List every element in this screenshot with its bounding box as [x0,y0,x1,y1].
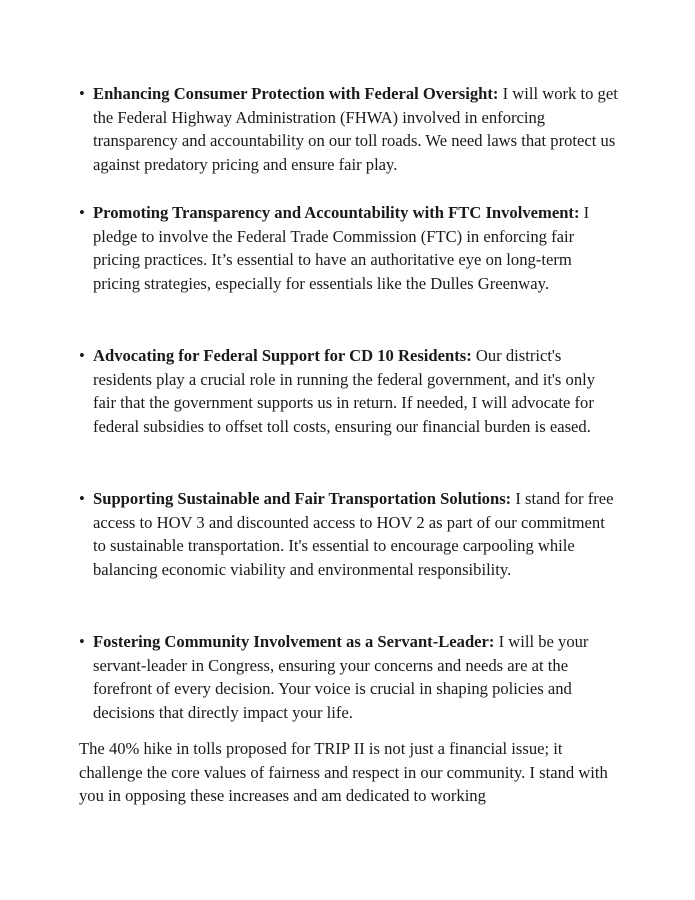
bullet-body: Our district's residents play a crucial role in running the federal government, and it's only fair that the government supports us in return. If needed, I will advocate for federal subsidies to offset toll costs, ensuring our financial burden is eased. [93,346,596,436]
bullet-heading: Fostering Community Involvement as a Servant-Leader: [93,632,495,651]
bullet-heading: Supporting Sustainable and Fair Transportation Solutions: [93,489,512,508]
bullet-sustainable-transportation [79,487,619,605]
bullet-body: I will be your servant-leader in Congress, ensuring your concerns and needs are at the forefront of every decision. Your voice is crucial in shaping policies and decisions that directly impact your life. [93,632,589,722]
bullet-heading: Advocating for Federal Support for CD 10 Residents: [93,346,472,365]
bullet-body: I pledge to involve the Federal Trade Commission (FTC) in enforcing fair pricing practices. It’s essential to have an authoritative eye on long-term pricing strategies, especially for essentials like the Dulles Greenway. [93,203,590,293]
closing-paragraph: The 40% hike in tolls proposed for TRIP II is not just a financial issue; it challenge the core values of fairness and respect in our community. I stand with you in opposing these increases and am dedicated to working [79,739,608,805]
bullet-marker: • [79,84,85,103]
bullet-heading: Promoting Transparency and Accountability with FTC Involvement: [93,203,580,222]
bullet-heading: Enhancing Consumer Protection with Federal Oversight: [93,84,499,103]
bullet-consumer-protection [79,82,619,176]
bullet-body: I will work to get the Federal Highway Administration (FHWA) involved in enforcing transparency and accountability on our toll roads. We need laws that protect us against predatory pricing and ensure fair play. [93,84,618,174]
bullet-marker: • [79,489,85,508]
bullet-ftc-involvement [79,201,619,319]
bullet-marker: • [79,203,85,222]
bullet-marker: • [79,346,85,365]
bullet-marker: • [79,632,85,651]
policy-bullet-list [79,82,619,749]
bullet-federal-support [79,344,619,462]
bullet-community-involvement [79,630,619,724]
bullet-body: I stand for free access to HOV 3 and discounted access to HOV 2 as part of our commitment to sustainable transportation. It's essential to encourage carpooling while balancing economic viability and environmental responsibility. [93,489,614,579]
